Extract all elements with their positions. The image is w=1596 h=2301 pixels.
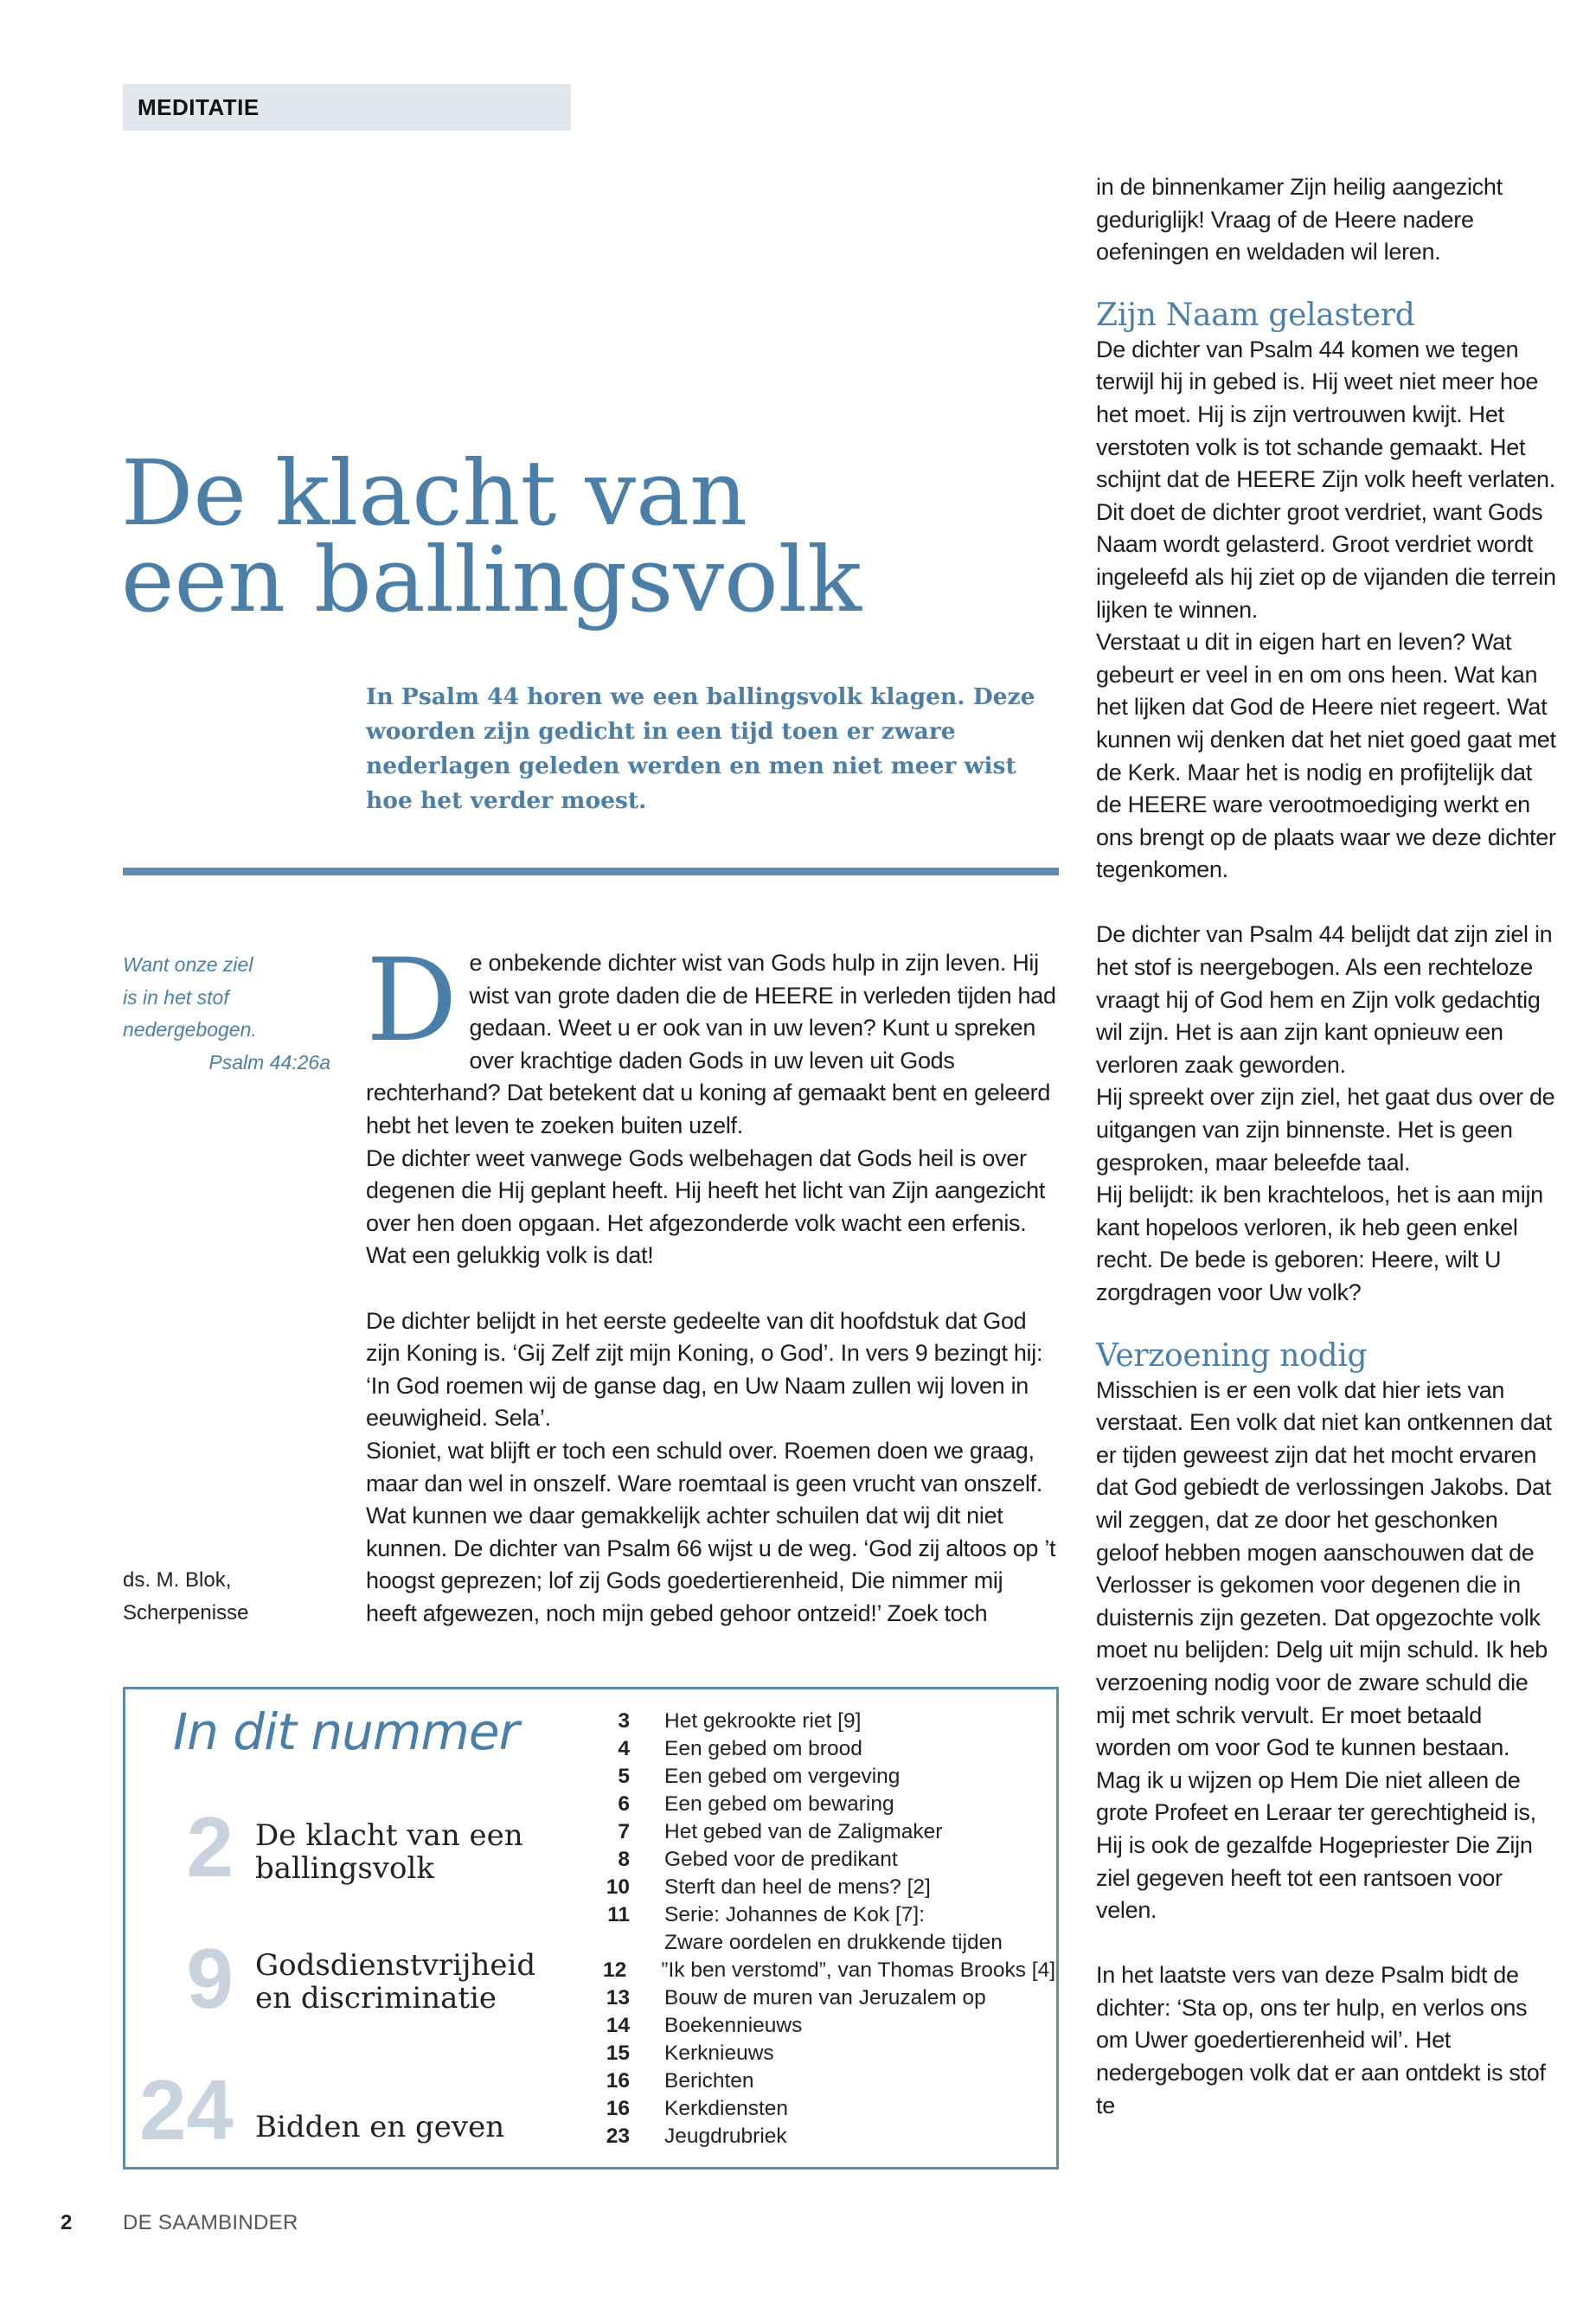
toc-item[interactable] (562, 1846, 1055, 1874)
body-paragraph: In het laatste vers van deze Psalm bidt de dichter: ‘Sta op, ons ter hulp, en verlos ons om Uwer goedertierenheid wil’. Het nedergebogen volk dat er aan ontdekt is stof te (1096, 1962, 1546, 2118)
featured-title-line: ballingsvolk (255, 1851, 434, 1886)
toc-item[interactable] (562, 1708, 1055, 1735)
featured-title[interactable] (255, 1819, 541, 1885)
toc-item[interactable] (562, 2040, 1055, 2067)
title-line-1: De klacht van (121, 440, 748, 546)
toc-item[interactable] (562, 2095, 1055, 2123)
right-column (1096, 171, 1559, 2122)
main-column (366, 934, 1058, 1630)
toc-title: Kerkdiensten (664, 2097, 789, 2120)
pull-quote-line: nedergebogen. (123, 1018, 257, 1041)
body-paragraph: Hij belijdt: ik ben krachteloos, het is aan mijn kant hopeloos verloren, ik heb geen enkel recht. De bede is geboren: Heere, wilt U zorgdragen voor Uw volk? (1096, 1182, 1543, 1305)
toc-title: ”Ik ben verstomd”, van Thomas Brooks [4] (661, 1958, 1055, 1982)
toc-page: 7 (618, 1820, 630, 1843)
featured-page-number: 24 (138, 2062, 234, 2157)
toc-title: Gebed voor de predikant (664, 1848, 898, 1871)
toc-list (562, 1708, 1055, 2150)
featured-page-number: 2 (186, 1799, 234, 1894)
toc-page: 13 (606, 1986, 630, 2009)
body-paragraph (366, 934, 1058, 1143)
divider-rule (123, 868, 1059, 875)
pull-quote-source: Psalm 44:26a (208, 1050, 330, 1074)
body-paragraph: De dichter belijdt in het eerste gedeelte van dit hoofdstuk dat God zijn Koning is. ‘Gij Zelf zijt mijn Koning, o God’. In vers 9 bezingt hij: ‘In God roemen wij de ganse dag, en Uw Naam zullen wij loven in eeuwigheid. Sela’. (366, 1307, 1043, 1432)
featured-title-line: en discriminatie (255, 1981, 497, 2016)
toc-title: Sterft dan heel de mens? [2] (664, 1875, 931, 1899)
subheading-zijn-naam: Zijn Naam gelasterd (1096, 297, 1415, 333)
featured-title-line: Bidden en geven (255, 2110, 505, 2144)
featured-page-number: 9 (186, 1931, 234, 2026)
toc-title: Berichten (664, 2069, 754, 2093)
body-paragraph: in de binnenkamer Zijn heilig aangezicht geduriglijk! Vraag of de Heere nadere oefeningen en weldaden wil leren. (1096, 174, 1503, 266)
featured-title[interactable] (255, 2111, 541, 2144)
toc-item[interactable] (562, 2123, 1055, 2150)
body-paragraph: Mag ik u wijzen op Hem Die niet alleen de grote Profeet en Leraar ter gerechtigheid is, Hij is ook de gezalfde Hogepriester Die Zijn ziel gegeven heeft tot een rantsoen voor velen. (1096, 1766, 1536, 1924)
section-tag: MEDITATIE (123, 84, 571, 131)
toc-item[interactable] (562, 1957, 1055, 1984)
title-line-2: een ballingsvolk (121, 527, 862, 632)
body-paragraph: Hij spreekt over zijn ziel, het gaat dus over de uitgangen van zijn binnenste. Het is geen gesproken, maar beleefde taal. (1096, 1084, 1555, 1176)
toc-heading: In dit nummer (173, 1702, 519, 1761)
toc-page: 3 (618, 1709, 630, 1733)
toc-page: 4 (618, 1737, 630, 1760)
toc-page (562, 1929, 664, 1957)
toc-item[interactable] (562, 1791, 1055, 1818)
magazine-name: DE SAAMBINDER (123, 2211, 298, 2234)
body-paragraph: De dichter weet vanwege Gods welbehagen dat Gods heil is over degenen die Hij geplant heeft. Hij heeft het licht van Zijn aangezicht over hen doen opgaan. Het afgezonderde volk wacht een erfenis. Wat een gelukkig volk is dat! (366, 1144, 1046, 1269)
featured-title-line: Godsdienstvrijheid (255, 1948, 536, 1983)
toc-page: 12 (603, 1958, 627, 1982)
featured-title-line: De klacht van een (255, 1818, 523, 1853)
toc-item[interactable] (562, 1818, 1055, 1846)
pull-quote-line: is in het stof (123, 985, 229, 1009)
toc-title: Kerknieuws (664, 2041, 774, 2065)
toc-title: Een gebed om bewaring (664, 1792, 894, 1816)
toc-item[interactable] (562, 1874, 1055, 1901)
body-paragraph: Misschien is er een volk dat hier iets van verstaat. Een volk dat niet kan ontkennen dat er tijden geweest zijn dat het mocht ervaren dat God gebiedt de verlossingen Jakobs. Dat wil zeggen, dat ze door het geschonken geloof hebben mogen aanschouwen dat de Verlosser is gekomen voor degenen die in duisternis zijn gezeten. Dat opgezochte volk moet nu belijden: Delg uit mijn schuld. Ik heb verzoening nodig voor de zware schuld die mij met schrik vervult. Er moet betaald worden om voor God te kunnen bestaan. (1096, 1376, 1552, 1761)
toc-item[interactable] (562, 2067, 1055, 2095)
toc-page: 10 (606, 1875, 630, 1899)
toc-title: Bouw de muren van Jeruzalem op (664, 1986, 986, 2009)
lead-paragraph: In Psalm 44 horen we een ballingsvolk klagen. Deze woorden zijn gedicht in een tijd toen er zware nederlagen geleden werden en men niet meer wist hoe het verder moest. (366, 683, 1035, 814)
toc-title: Een gebed om brood (664, 1737, 862, 1760)
body-paragraph: Sioniet, wat blijft er toch een schuld over. Roemen doen we graag, maar dan wel in onszelf. Ware roemtaal is geen vrucht van onszelf. Wat kunnen we daar gemakkelijk achter schuilen dat wij dit niet kunnen. De dichter van Psalm 66 wijst u de weg. ‘God zij altoos op ’t hoogst geprezen; lof zij Gods goedertierenheid, Die nimmer mij heeft afgewezen, noch mijn gebed gehoor ontzeid!’ Zoek toch (366, 1437, 1056, 1626)
toc-page: 15 (606, 2041, 630, 2065)
toc-page: 8 (618, 1848, 630, 1871)
featured-title[interactable] (255, 1949, 541, 2015)
toc-title: Jeugdrubriek (664, 2125, 787, 2148)
toc-item[interactable] (562, 1763, 1055, 1791)
toc-item[interactable] (562, 2012, 1055, 2040)
toc-page: 11 (607, 1903, 630, 1926)
author-place: Scherpenisse (123, 1601, 249, 1625)
toc-item[interactable] (562, 1901, 1055, 1929)
drop-cap: D (366, 934, 458, 1067)
body-text: e onbekende dichter wist van Gods hulp in zijn leven. Hij wist van grote daden die de HEERE in verleden tijden had gedaan. Weet u er ook van in uw leven? Kunt u spreken over krachtige daden Gods in uw leven uit Gods rechterhand? Dat betekent dat u koning af gemaakt bent en geleerd hebt het leven te zoeken buiten uzelf. (366, 950, 1056, 1138)
toc-item-continuation[interactable] (562, 1929, 1055, 1957)
toc-page: 5 (618, 1765, 630, 1788)
toc-page: 6 (618, 1792, 630, 1816)
body-paragraph: Verstaat u dit in eigen hart en leven? Wat gebeurt er veel in en om ons heen. Wat kan het lijken dat God de Heere niet regeert. Wat kunnen wij denken dat het niet goed gaat met de Kerk. Maar het is nodig en profijtelijk dat de HEERE ware verootmoediging werkt en ons brengt op de plaats waar we deze dichter tegenkomen. (1096, 629, 1556, 883)
toc-page: 23 (606, 2125, 630, 2148)
toc-title: Het gebed van de Zaligmaker (664, 1820, 943, 1843)
toc-title: Boekennieuws (664, 2014, 803, 2037)
author-name: ds. M. Blok, (123, 1568, 232, 1592)
article-title (121, 440, 1055, 632)
subheading-verzoening: Verzoening nodig (1096, 1337, 1368, 1374)
toc-page: 16 (606, 2069, 630, 2093)
toc-item[interactable] (562, 1735, 1055, 1763)
pull-quote-line: Want onze ziel (123, 953, 253, 976)
pull-quote (123, 949, 330, 1079)
page-number: 2 (61, 2211, 73, 2234)
toc-title: Een gebed om vergeving (664, 1765, 901, 1788)
toc-title: Zware oordelen en drukkende tijden (664, 1931, 1003, 1954)
toc-item[interactable] (562, 1984, 1055, 2012)
body-paragraph: De dichter van Psalm 44 belijdt dat zijn ziel in het stof is neergebogen. Als een rechteloze vraagt hij of God hem en Zijn volk gedachtig wil zijn. Het is aan zijn kant opnieuw een verloren zaak geworden. (1096, 921, 1553, 1078)
toc-page: 14 (606, 2014, 630, 2037)
body-paragraph: De dichter van Psalm 44 komen we tegen terwijl hij in gebed is. Hij weet niet meer hoe het moet. Hij is zijn vertrouwen kwijt. Het verstoten volk is tot schande gemaakt. Het schijnt dat de HEERE Zijn volk heeft verlaten. Dit doet de dichter groot verdriet, want Gods Naam wordt gelasterd. Groot verdriet wordt ingeleefd als hij ziet op de vijanden die terrein lijken te winnen. (1096, 336, 1556, 623)
toc-title: Serie: Johannes de Kok [7]: (664, 1903, 925, 1926)
author-byline (123, 1564, 348, 1630)
toc-page: 16 (606, 2097, 630, 2120)
toc-title: Het gekrookte riet [9] (664, 1709, 862, 1733)
